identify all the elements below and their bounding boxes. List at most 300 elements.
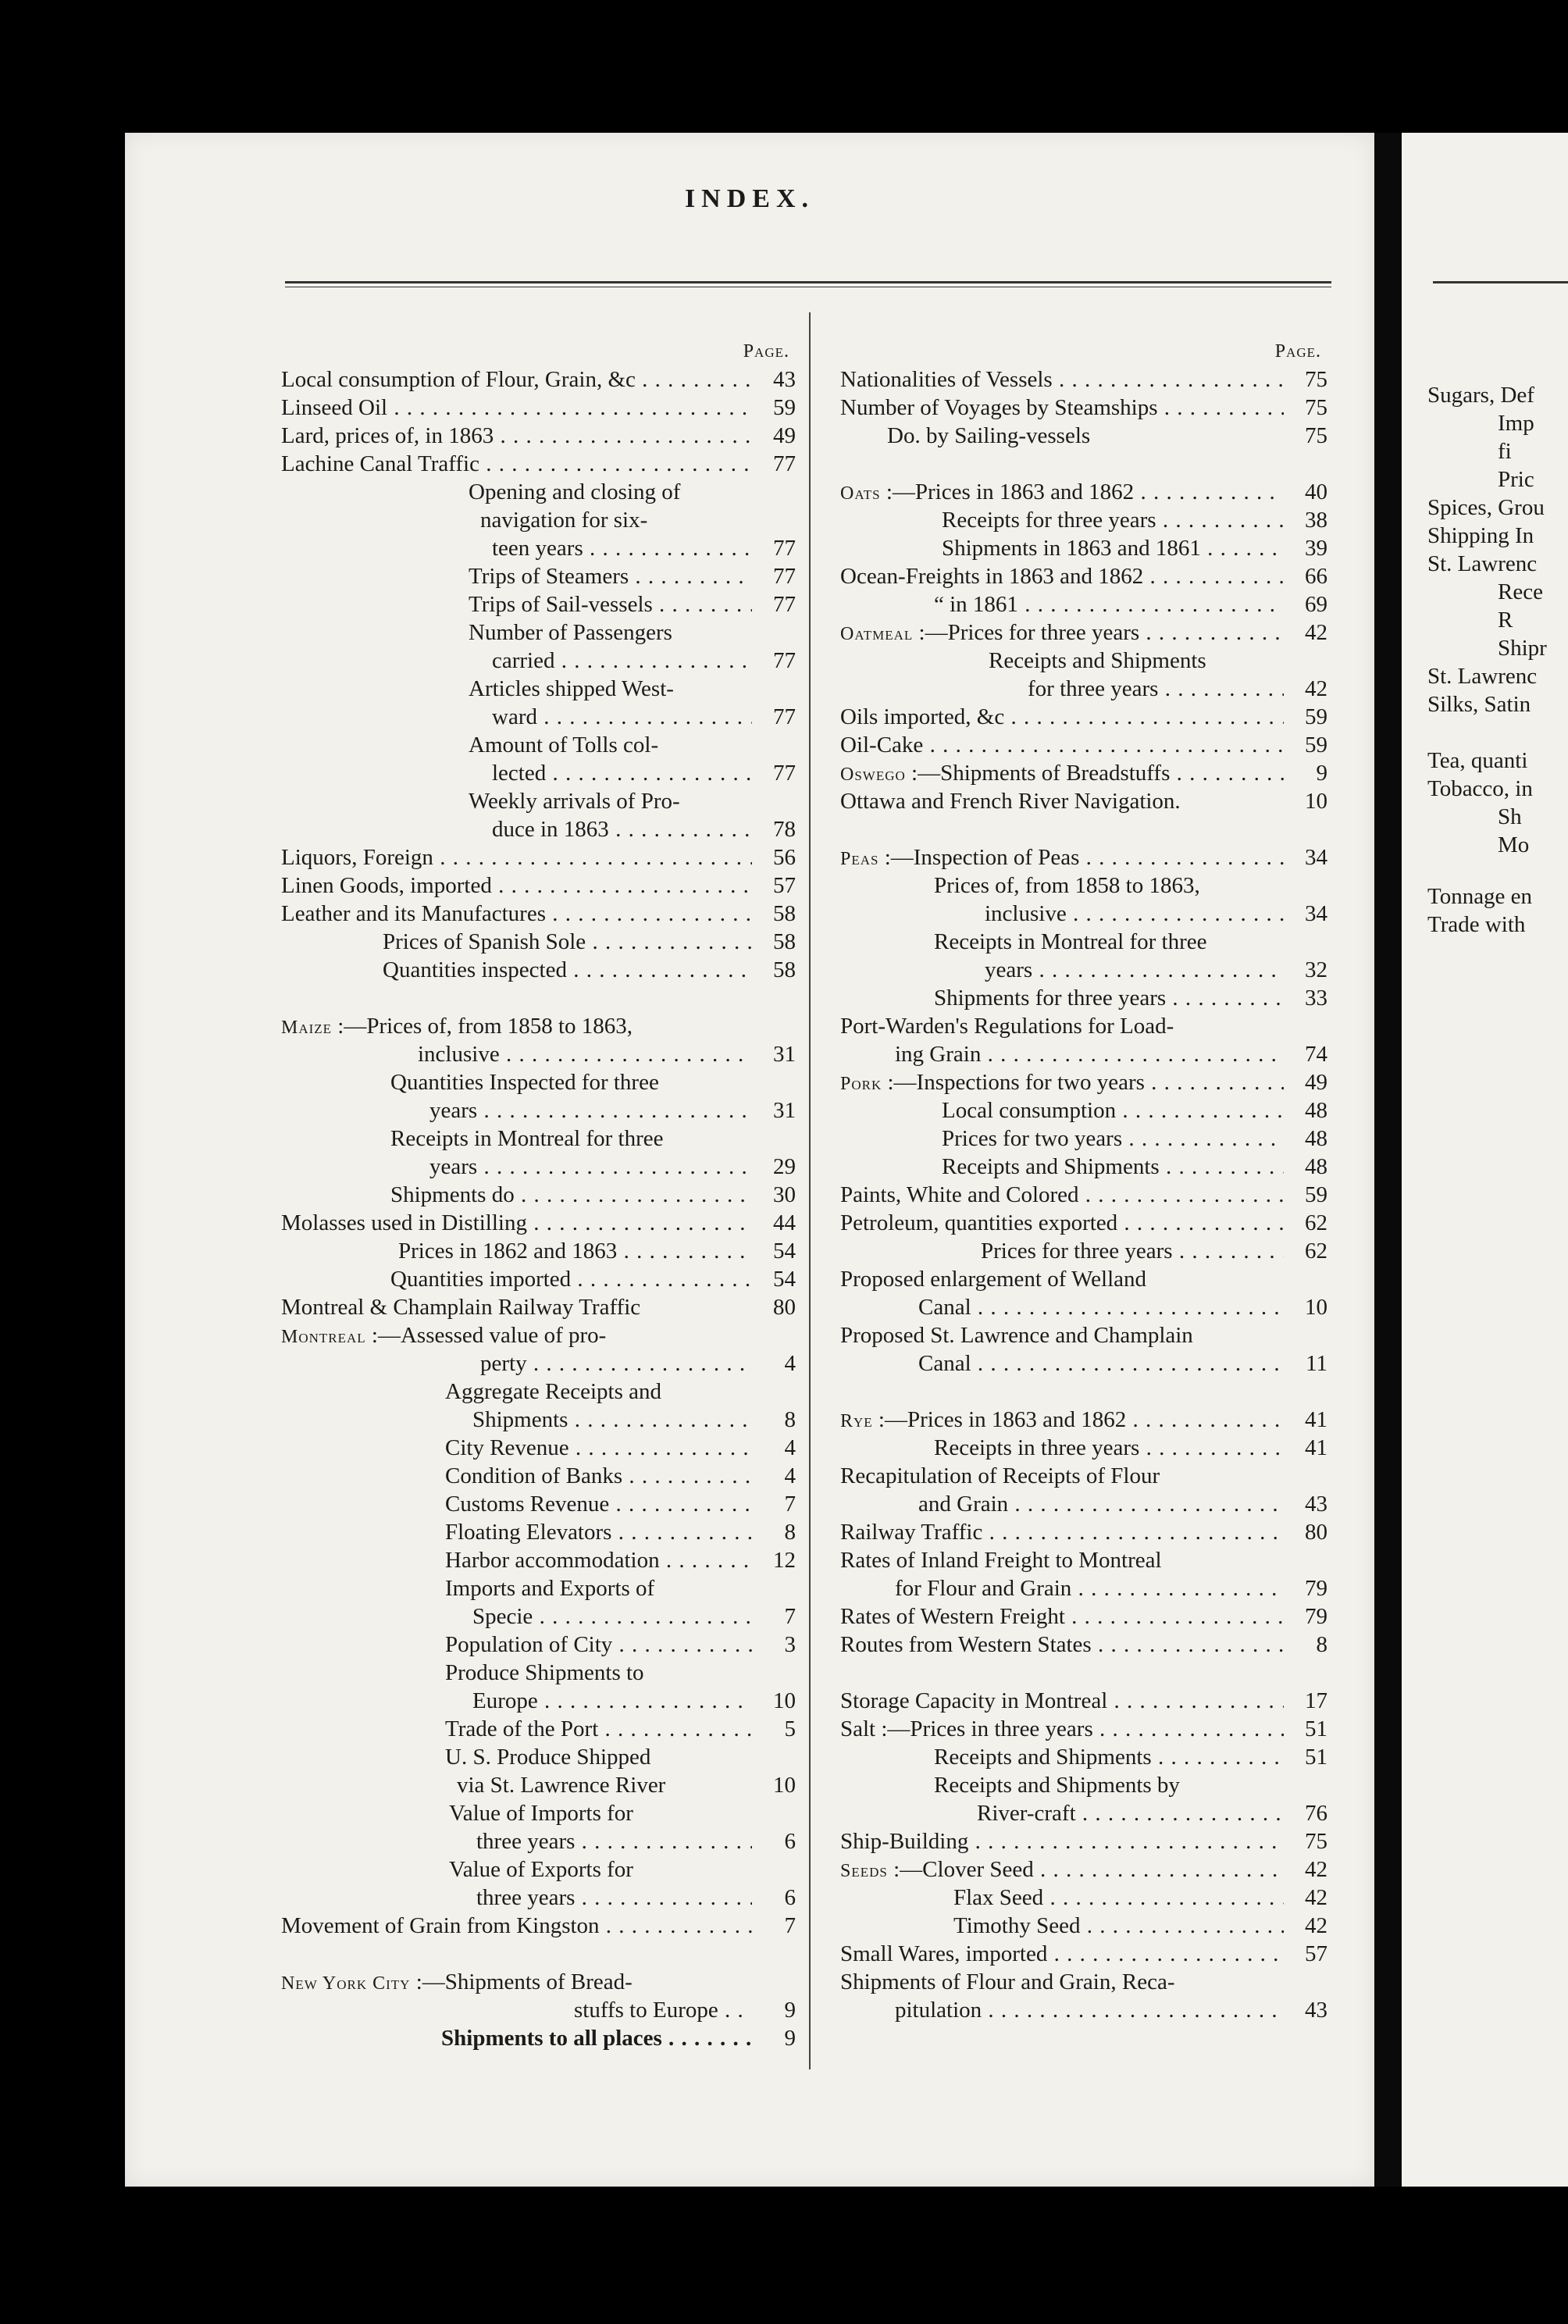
index-entry — [840, 422, 1332, 450]
next-page-entry-fragment: Tobacco, in — [1427, 776, 1533, 801]
entry-text: Condition of Banks . . . — [281, 1462, 752, 1490]
next-page-entry-fragment: Spices, Grou — [1427, 495, 1545, 520]
index-entry — [281, 450, 800, 478]
index-entry — [281, 675, 800, 703]
index-entry — [840, 1912, 1332, 1940]
entry-page-number: 10 — [773, 1688, 796, 1713]
entry-page-number: 48 — [1305, 1126, 1327, 1151]
index-entry — [281, 1153, 800, 1181]
index-entry — [840, 534, 1332, 562]
index-entry — [840, 590, 1332, 618]
entry-page-number: 12 — [773, 1548, 796, 1573]
index-entry — [840, 872, 1332, 900]
entry-page-number: 76 — [1305, 1801, 1327, 1826]
next-page-entry-fragment: R — [1498, 608, 1513, 633]
index-entry — [840, 1602, 1332, 1631]
entry-text: Quantities Inspected for three — [390, 1070, 659, 1095]
entry-text: Quantities imported . . . — [281, 1265, 752, 1293]
index-entry — [281, 900, 800, 928]
index-entry — [840, 1827, 1332, 1855]
entry-page-number: 4 — [784, 1435, 796, 1460]
index-entry — [281, 562, 800, 590]
next-page-entry-fragment: Imp — [1498, 411, 1534, 436]
index-entry — [281, 1518, 800, 1546]
index-entry — [840, 478, 1332, 506]
entry-text: Number of Passengers — [469, 620, 672, 645]
index-entry — [281, 1181, 800, 1209]
entry-page-number: 74 — [1305, 1042, 1327, 1067]
entry-page-number: 10 — [1305, 1295, 1327, 1320]
index-entry — [281, 759, 800, 787]
entry-page-number: 7 — [784, 1604, 796, 1629]
index-entry — [840, 1631, 1332, 1659]
entry-text: Leather and its Manufactures . . . — [281, 900, 752, 928]
entry-gap — [281, 984, 800, 1012]
entry-page-number: 58 — [773, 929, 796, 954]
index-entry — [281, 1602, 800, 1631]
entry-text: stuffs to Europe . . . — [281, 1996, 752, 2024]
next-page-entry-fragment: Shipr — [1498, 636, 1547, 661]
entry-page-number: 75 — [1305, 395, 1327, 420]
entry-text: Prices of Spanish Sole . . . — [281, 928, 752, 956]
entry-page-number: 40 — [1305, 479, 1327, 504]
index-entry — [840, 843, 1332, 872]
entry-page-number: 80 — [773, 1295, 796, 1320]
index-entry — [281, 956, 800, 984]
page-heading: INDEX. — [684, 184, 815, 213]
entry-text: Weekly arrivals of Pro- — [469, 789, 680, 814]
index-entry — [281, 1096, 800, 1125]
entry-text: Prices for three years . . . — [840, 1237, 1284, 1265]
index-entry — [840, 365, 1332, 394]
entry-text: Number of Voyages by Steamships . . . — [840, 394, 1284, 422]
entry-text: Receipts and Shipments . . . — [840, 1153, 1284, 1181]
entry-page-number: 11 — [1306, 1351, 1327, 1376]
next-page-entry-fragment: Mo — [1498, 832, 1530, 857]
entry-text: inclusive . . . — [840, 900, 1284, 928]
entry-page-number: 59 — [773, 395, 796, 420]
index-entry — [840, 1209, 1332, 1237]
entry-text: Specie . . . — [281, 1602, 752, 1631]
next-page-entry-fragment: fi — [1498, 439, 1512, 464]
index-entry — [281, 843, 800, 872]
entry-page-number: 34 — [1305, 845, 1327, 870]
next-page-entry-fragment: Trade with — [1427, 912, 1526, 937]
index-entry — [281, 1574, 800, 1602]
index-entry — [281, 1855, 800, 1884]
entry-text: Canal . . . — [840, 1293, 1284, 1321]
entry-text: Linseed Oil . . . — [281, 394, 752, 422]
entry-page-number: 33 — [1305, 986, 1327, 1011]
index-entry — [281, 1743, 800, 1771]
entry-page-number: 77 — [773, 451, 796, 476]
entry-page-number: 48 — [1305, 1098, 1327, 1123]
index-entry — [281, 365, 800, 394]
index-entry — [281, 1265, 800, 1293]
entry-page-number: 41 — [1305, 1435, 1327, 1460]
entry-text: Lachine Canal Traffic . . . — [281, 450, 752, 478]
entry-page-number: 80 — [1305, 1520, 1327, 1545]
index-entry — [840, 618, 1332, 647]
index-entry — [840, 1715, 1332, 1743]
next-page-entry-fragment: Silks, Satin — [1427, 692, 1531, 717]
next-page-entry-fragment: Tonnage en — [1427, 884, 1533, 909]
entry-text: Opening and closing of — [469, 479, 681, 504]
entry-text: Seeds :—Clover Seed . . . — [840, 1855, 1284, 1884]
entry-text: Value of Imports for — [449, 1801, 633, 1826]
entry-text: Receipts in Montreal for three — [934, 929, 1207, 954]
index-entry — [281, 1715, 800, 1743]
index-entry — [281, 590, 800, 618]
entry-text: Nationalities of Vessels . . . — [840, 365, 1284, 394]
index-entry — [281, 618, 800, 647]
index-entry — [281, 1237, 800, 1265]
entry-text: Molasses used in Distilling . . . — [281, 1209, 752, 1237]
entry-text: River-craft . . . — [840, 1799, 1284, 1827]
entry-gap — [840, 450, 1332, 478]
entry-text: Movement of Grain from Kingston . . . — [281, 1912, 752, 1940]
entry-text: Oswego :—Shipments of Breadstuffs . . . — [840, 759, 1284, 787]
entry-text: Pork :—Inspections for two years . . . — [840, 1068, 1284, 1096]
index-entry — [840, 1518, 1332, 1546]
index-entry — [840, 1574, 1332, 1602]
next-page-entry-fragment: Shipping In — [1427, 523, 1534, 548]
entry-text: duce in 1863 . . . — [281, 815, 752, 843]
entry-text: Receipts for three years . . . — [840, 506, 1284, 534]
entry-text: Rates of Inland Freight to Montreal — [840, 1548, 1162, 1573]
index-entry — [840, 703, 1332, 731]
index-entry — [840, 1490, 1332, 1518]
entry-page-number: 77 — [773, 704, 796, 729]
entry-gap — [840, 815, 1332, 843]
entry-page-number: 7 — [784, 1492, 796, 1517]
index-entry — [840, 956, 1332, 984]
index-entry — [840, 787, 1332, 815]
entry-text: Storage Capacity in Montreal . . . — [840, 1687, 1284, 1715]
entry-page-number: 75 — [1305, 423, 1327, 448]
entry-text: ing Grain . . . — [840, 1040, 1284, 1068]
entry-text: Montreal :—Assessed value of pro- — [281, 1323, 607, 1348]
entry-page-number: 77 — [773, 592, 796, 617]
index-entry — [840, 1546, 1332, 1574]
entry-page-number: 42 — [1305, 1857, 1327, 1882]
index-entry — [840, 1293, 1332, 1321]
index-entry — [281, 1687, 800, 1715]
index-entry — [840, 647, 1332, 675]
index-entry — [281, 1771, 800, 1799]
index-entry — [281, 1321, 800, 1349]
entry-text: Receipts and Shipments . . . — [840, 1743, 1284, 1771]
entry-page-number: 66 — [1305, 564, 1327, 589]
entry-text: Port-Warden's Regulations for Load- — [840, 1014, 1174, 1039]
index-entry — [281, 1912, 800, 1940]
index-entry — [281, 1209, 800, 1237]
index-entry — [281, 1012, 800, 1040]
entry-text: Oil-Cake . . . — [840, 731, 1284, 759]
index-entry — [840, 1687, 1332, 1715]
entry-text: Receipts and Shipments by — [934, 1773, 1180, 1798]
index-entry — [840, 1884, 1332, 1912]
entry-text: Canal . . . — [840, 1349, 1284, 1378]
index-entry — [840, 675, 1332, 703]
entry-text: three years . . . — [281, 1827, 752, 1855]
page-column-header: Page. — [1274, 341, 1321, 362]
index-entry — [840, 1096, 1332, 1125]
index-entry — [840, 1771, 1332, 1799]
index-entry — [281, 478, 800, 506]
entry-text: for three years . . . — [840, 675, 1284, 703]
index-entry — [840, 1743, 1332, 1771]
next-page-entry-fragment: Sugars, Def — [1427, 383, 1534, 408]
index-entry — [281, 1659, 800, 1687]
entry-text: Liquors, Foreign . . . — [281, 843, 752, 872]
entry-page-number: 10 — [1305, 789, 1327, 814]
next-page-rule — [1433, 281, 1568, 283]
index-entry — [840, 1940, 1332, 1968]
next-page-entry-fragment: Sh — [1498, 804, 1522, 829]
entry-text: Oats :—Prices in 1863 and 1862 . . . — [840, 478, 1284, 506]
entry-text: pitulation . . . — [840, 1996, 1284, 2024]
entry-text: Receipts in Montreal for three — [390, 1126, 664, 1151]
entry-gap — [840, 1659, 1332, 1687]
entry-page-number: 43 — [773, 367, 796, 392]
entry-text: Shipments to all places . . . — [281, 2024, 752, 2052]
entry-text: Salt :—Prices in three years . . . — [840, 1715, 1284, 1743]
entry-text: Produce Shipments to — [445, 1660, 644, 1685]
entry-page-number: 10 — [773, 1773, 796, 1798]
entry-text: Peas :—Inspection of Peas . . . — [840, 843, 1284, 872]
entry-text: Timothy Seed . . . — [840, 1912, 1284, 1940]
index-entry — [281, 1293, 800, 1321]
entry-page-number: 4 — [784, 1463, 796, 1488]
entry-page-number: 75 — [1305, 1829, 1327, 1854]
entry-text: Paints, White and Colored . . . — [840, 1181, 1284, 1209]
index-entry — [281, 1349, 800, 1378]
entry-gap — [840, 1378, 1332, 1406]
entry-text: Proposed St. Lawrence and Champlain — [840, 1323, 1193, 1348]
entry-text: Small Wares, imported . . . — [840, 1940, 1284, 1968]
index-entry — [840, 1068, 1332, 1096]
index-entry — [840, 900, 1332, 928]
next-page-entry-fragment: St. Lawrenc — [1427, 664, 1538, 689]
entry-page-number: 29 — [773, 1154, 796, 1179]
entry-gap — [281, 1940, 800, 1968]
entry-text: Receipts and Shipments — [989, 648, 1206, 673]
entry-text: Aggregate Receipts and — [445, 1379, 662, 1404]
entry-text: lected . . . — [281, 759, 752, 787]
entry-text: Prices for two years . . . — [840, 1125, 1284, 1153]
entry-page-number: 31 — [773, 1042, 796, 1067]
entry-page-number: 39 — [1305, 536, 1327, 561]
index-column-left — [281, 337, 800, 2052]
index-entry — [840, 1153, 1332, 1181]
index-entry — [281, 1125, 800, 1153]
entry-text: Prices of, from 1858 to 1863, — [934, 873, 1200, 898]
entry-text: U. S. Produce Shipped — [445, 1745, 651, 1770]
entry-text: Shipments . . . — [281, 1406, 752, 1434]
entry-text: Harbor accommodation . . . — [281, 1546, 752, 1574]
index-entry — [281, 2024, 800, 2052]
entry-text: Shipments for three years . . . — [840, 984, 1284, 1012]
entry-text: Ocean-Freights in 1863 and 1862 . . . — [840, 562, 1284, 590]
entry-page-number: 77 — [773, 536, 796, 561]
entry-page-number: 41 — [1305, 1407, 1327, 1432]
index-entry — [281, 1799, 800, 1827]
entry-page-number: 6 — [784, 1829, 796, 1854]
index-entry — [281, 1040, 800, 1068]
index-entry — [281, 422, 800, 450]
index-entry — [840, 394, 1332, 422]
entry-text: Trips of Steamers . . . — [281, 562, 752, 590]
entry-text: Receipts in three years . . . — [840, 1434, 1284, 1462]
entry-text: Quantities inspected . . . — [281, 956, 752, 984]
entry-text: Oatmeal :—Prices for three years . . . — [840, 618, 1284, 647]
entry-text: for Flour and Grain . . . — [840, 1574, 1284, 1602]
index-entry — [281, 872, 800, 900]
index-entry — [840, 1349, 1332, 1378]
entry-page-number: 42 — [1305, 1913, 1327, 1938]
entry-page-number: 59 — [1305, 732, 1327, 757]
index-entry — [840, 984, 1332, 1012]
index-page — [125, 133, 1374, 2187]
index-entry — [281, 1378, 800, 1406]
entry-text: Population of City . . . — [281, 1631, 752, 1659]
entry-text: Local consumption of Flour, Grain, &c . . . — [281, 365, 752, 394]
index-entry — [840, 1125, 1332, 1153]
entry-text: Prices in 1862 and 1863 . . . — [281, 1237, 752, 1265]
entry-page-number: 75 — [1305, 367, 1327, 392]
next-page-entry-fragment: Tea, quanti — [1427, 748, 1528, 773]
entry-text: years . . . — [281, 1153, 752, 1181]
entry-text: Local consumption . . . — [840, 1096, 1284, 1125]
entry-page-number: 3 — [784, 1632, 796, 1657]
index-entry — [281, 1546, 800, 1574]
entry-page-number: 56 — [773, 845, 796, 870]
entry-page-number: 43 — [1305, 1998, 1327, 2023]
entry-text: ward . . . — [281, 703, 752, 731]
column-divider — [809, 312, 811, 2069]
entry-text: “ in 1861 . . . — [840, 590, 1284, 618]
index-entry — [840, 1462, 1332, 1490]
index-entry — [840, 1406, 1332, 1434]
index-entry — [840, 1012, 1332, 1040]
entry-page-number: 49 — [1305, 1070, 1327, 1095]
entry-text: via St. Lawrence River — [457, 1773, 666, 1798]
entry-text: City Revenue . . . — [281, 1434, 752, 1462]
entry-text: navigation for six- — [480, 508, 648, 533]
entry-text: New York City :—Shipments of Bread- — [281, 1969, 633, 1994]
index-entry — [281, 703, 800, 731]
index-entry — [281, 1434, 800, 1462]
entry-page-number: 54 — [773, 1267, 796, 1292]
entry-page-number: 69 — [1305, 592, 1327, 617]
entry-page-number: 62 — [1305, 1210, 1327, 1235]
entry-text: Oils imported, &c . . . — [840, 703, 1284, 731]
index-entry — [281, 1884, 800, 1912]
entry-page-number: 77 — [773, 648, 796, 673]
entry-page-number: 77 — [773, 761, 796, 786]
index-entry — [281, 1068, 800, 1096]
index-entry — [281, 506, 800, 534]
index-entry — [840, 562, 1332, 590]
index-entry — [840, 1434, 1332, 1462]
entry-page-number: 77 — [773, 564, 796, 589]
index-entry — [281, 1406, 800, 1434]
entry-page-number: 42 — [1305, 1885, 1327, 1910]
entry-page-number: 6 — [784, 1885, 796, 1910]
entry-text: Linen Goods, imported . . . — [281, 872, 752, 900]
entry-text: Maize :—Prices of, from 1858 to 1863, — [281, 1014, 633, 1039]
entry-text: Proposed enlargement of Welland — [840, 1267, 1147, 1292]
index-entry — [281, 534, 800, 562]
next-page-entry-fragment: Rece — [1498, 579, 1543, 604]
entry-page-number: 9 — [1316, 761, 1327, 786]
entry-page-number: 7 — [784, 1913, 796, 1938]
entry-page-number: 49 — [773, 423, 796, 448]
entry-text: Do. by Sailing-vessels — [887, 423, 1091, 448]
index-entry — [281, 1490, 800, 1518]
entry-page-number: 51 — [1305, 1716, 1327, 1741]
entry-text: Petroleum, quantities exported . . . — [840, 1209, 1284, 1237]
entry-text: years . . . — [840, 956, 1284, 984]
index-entry — [840, 506, 1332, 534]
index-entry — [281, 1996, 800, 2024]
top-rule — [285, 281, 1331, 283]
entry-text: Montreal & Champlain Railway Traffic — [281, 1295, 641, 1320]
entry-page-number: 5 — [784, 1716, 796, 1741]
entry-page-number: 79 — [1305, 1604, 1327, 1629]
index-entry — [840, 1799, 1332, 1827]
entry-page-number: 9 — [784, 2026, 796, 2051]
entry-text: and Grain . . . — [840, 1490, 1284, 1518]
entry-text: Shipments do . . . — [281, 1181, 752, 1209]
entry-text: Railway Traffic . . . — [840, 1518, 1284, 1546]
entry-page-number: 8 — [1316, 1632, 1327, 1657]
entry-text: Recapitulation of Receipts of Flour — [840, 1463, 1160, 1488]
entry-text: Floating Elevators . . . — [281, 1518, 752, 1546]
entry-text: perty . . . — [281, 1349, 752, 1378]
entry-page-number: 59 — [1305, 704, 1327, 729]
entry-page-number: 31 — [773, 1098, 796, 1123]
index-entry — [281, 928, 800, 956]
entry-text: Amount of Tolls col- — [469, 732, 659, 757]
entry-page-number: 59 — [1305, 1182, 1327, 1207]
entry-text: three years . . . — [281, 1884, 752, 1912]
index-entry — [840, 759, 1332, 787]
entry-text: Shipments in 1863 and 1861 . . . — [840, 534, 1284, 562]
entry-page-number: 42 — [1305, 676, 1327, 701]
index-column-right — [840, 337, 1332, 2024]
entry-page-number: 32 — [1305, 957, 1327, 982]
index-entry — [840, 1181, 1332, 1209]
entry-page-number: 42 — [1305, 620, 1327, 645]
entry-text: Ship-Building . . . — [840, 1827, 1284, 1855]
entry-page-number: 4 — [784, 1351, 796, 1376]
index-entry — [281, 1827, 800, 1855]
entry-text: Routes from Western States . . . — [840, 1631, 1284, 1659]
entry-text: Ottawa and French River Navigation. — [840, 789, 1181, 814]
index-entry — [840, 1040, 1332, 1068]
index-entry — [281, 731, 800, 759]
entry-text: teen years . . . — [281, 534, 752, 562]
entry-page-number: 79 — [1305, 1576, 1327, 1601]
entry-text: Value of Exports for — [449, 1857, 633, 1882]
entry-text: Europe . . . — [281, 1687, 752, 1715]
entry-page-number: 51 — [1305, 1745, 1327, 1770]
page-gutter — [1374, 133, 1402, 2187]
entry-page-number: 8 — [784, 1407, 796, 1432]
index-entry — [840, 731, 1332, 759]
